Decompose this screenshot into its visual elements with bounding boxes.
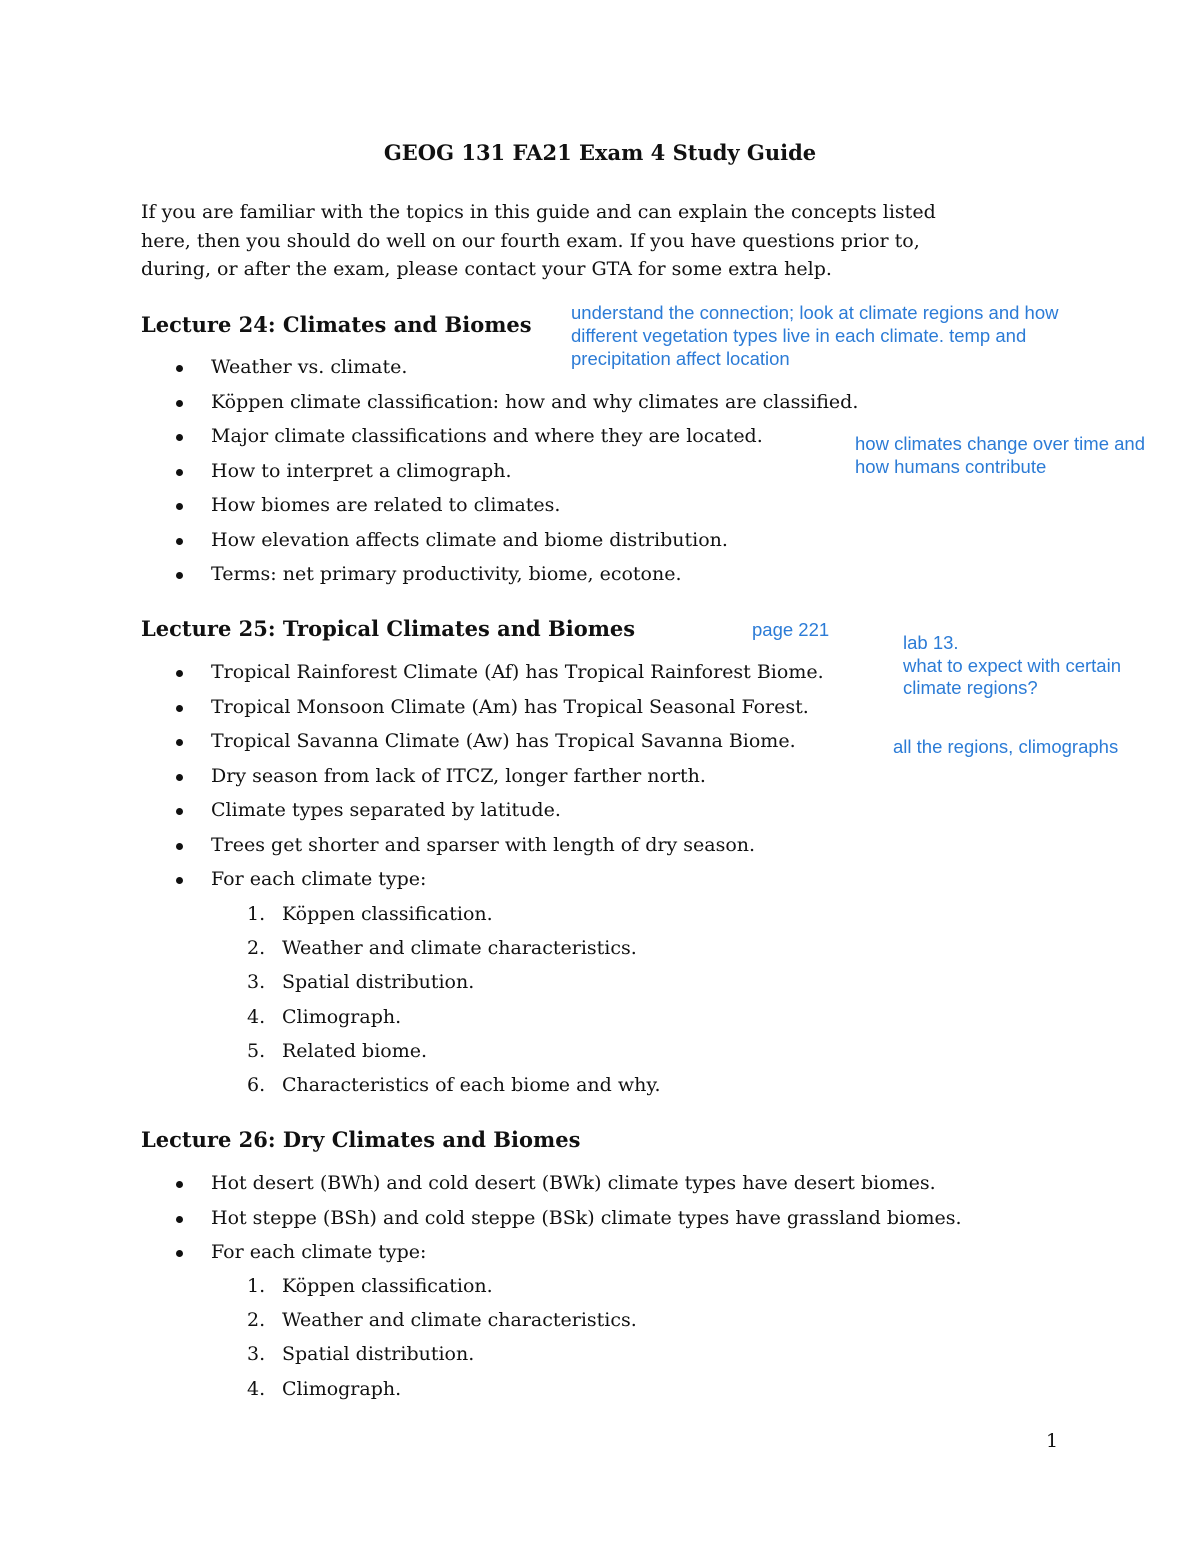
list-item: Hot steppe (BSh) and cold steppe (BSk) climate types have grassland biomes. [0, 1201, 962, 1236]
intro-line: here, then you should do well on our fourth exam. If you have questions prior to, [141, 229, 920, 252]
intro-line: during, or after the exam, please contact your GTA for some extra help. [141, 258, 832, 280]
list-item: How to interpret a climograph. [0, 454, 858, 489]
list-item: For each climate type: [0, 862, 824, 897]
list-item: Hot desert (BWh) and cold desert (BWk) climate types have desert biomes. [0, 1166, 962, 1201]
annotation-line: what to expect with certain [903, 654, 1121, 676]
list-item: Climate types separated by latitude. [0, 793, 824, 828]
annotation-line: lab 13. [903, 632, 959, 653]
list-item: Weather vs. climate. [0, 350, 858, 385]
list-item: Dry season from lack of ITCZ, longer farther north. [0, 759, 824, 794]
intro-paragraph [141, 198, 1071, 284]
list-item: How biomes are related to climates. [0, 488, 858, 523]
list-item: Major climate classifications and where they are located. [0, 419, 858, 454]
lecture-24-heading: Lecture 24: Climates and Biomes [141, 312, 532, 337]
annotation-climate-change [855, 432, 1145, 478]
list-item: Trees get shorter and sparser with length of dry season. [0, 828, 824, 863]
lecture-25-heading: Lecture 25: Tropical Climates and Biomes [141, 616, 636, 641]
list-item: For each climate type: [0, 1235, 962, 1270]
list-item: Terms: net primary productivity, biome, ecotone. [0, 557, 858, 592]
list-item: Tropical Monsoon Climate (Am) has Tropical Seasonal Forest. [0, 690, 824, 725]
page-number: 1 [1046, 1430, 1059, 1452]
annotation-line: precipitation affect location [571, 348, 790, 369]
lecture-25-bullets [0, 655, 824, 897]
lecture-24-bullets [0, 350, 858, 592]
annotation-line: how humans contribute [855, 456, 1047, 477]
lecture-26-heading: Lecture 26: Dry Climates and Biomes [141, 1127, 581, 1152]
annotation-line: climate regions? [903, 677, 1038, 698]
page-title: GEOG 131 FA21 Exam 4 Study Guide [383, 140, 817, 165]
annotation-line: understand the connection; look at climate regions and how [571, 302, 1059, 323]
intro-line: If you are familiar with the topics in this guide and can explain the concepts listed [141, 201, 936, 223]
annotation-line: different vegetation types live in each climate. temp and [571, 325, 1027, 346]
list-item: Köppen climate classification: how and why climates are classified. [0, 385, 858, 420]
annotation-line: how climates change over time and [855, 433, 1145, 454]
document-page: GEOG 131 FA21 Exam 4 Study Guide If you are familiar with the topics in this guide and can explain the concepts listed here, then you should do well on our fourth exam. If you have questions prior to, during, or after the exam, please contact your GTA for some extra help. Lecture 24: Climates and Biomes Weather vs. climate. Köppen climate classification: how and why climates are classified. Major climate classifications and where they are located. How to interpret a climograph. How biomes are related to climates. How elevation affects climate and biome distribution. Terms: net primary productivity, biome, ecotone. Lecture 25: Tropical Climates and Biomes Tropical Rainforest Climate (Af) has Tropical Rainforest Biome. Tropical Monsoon Climate (Am) has Tropical Seasonal Forest. Tropical Savanna Climate (Aw) has Tropical Savanna Biome. Dry season from lack of ITCZ, longer farther north. Climate types separated by latitude. Trees get shorter and sparser with length of dry season. For each climate type: 1. Köppen classification. 2. Weather and climate characteristics. 3. Spatial distribution. 4. Climograph. 5. Related biome. 6. Characteristics of each biome and why. Lecture 26: Dry Climates and Biomes Hot desert (BWh) and cold desert (BWk) climate types have desert biomes. Hot steppe (BSh) and cold steppe (BSk) climate types have grassland biomes. For each climate type: 1. Köppen classification. 2. Weather and climate characteristics. 3. Spatial distribution. 4. Climograph. understand the connection; look at climate regions and how different vegetation types live in each climate. temp and precipitation affect location how climates change over time and how humans contribute page 221 lab 13. what to expect with certain climate regions? all the regions, climographs 1 [0, 0, 1200, 1553]
annotation-page-ref: page 221 [752, 619, 830, 640]
annotation-regions: all the regions, climographs [893, 736, 1119, 757]
annotation-connection [571, 301, 1058, 370]
list-item: Tropical Savanna Climate (Aw) has Tropical Savanna Biome. [0, 724, 824, 759]
list-item: How elevation affects climate and biome distribution. [0, 523, 858, 558]
annotation-lab [903, 632, 1121, 700]
lecture-26-bullets [0, 1166, 962, 1270]
list-item: Tropical Rainforest Climate (Af) has Tropical Rainforest Biome. [0, 655, 824, 690]
